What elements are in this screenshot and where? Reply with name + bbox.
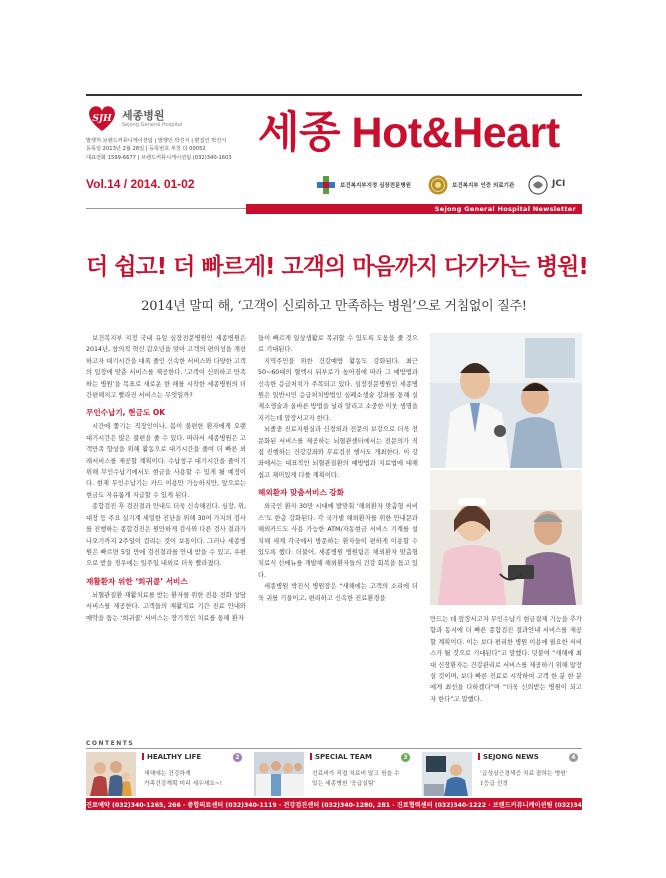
section-body-quote: 세종병원 박진식 병원장은 “새해에는 고객의 소리에 더욱 귀를 기울이고, 편리하고 신속한 진료환경을: [258, 583, 418, 602]
newsletter-banner: [246, 204, 582, 214]
contents-divider: [86, 748, 582, 749]
contents-item-sejong-news[interactable]: [422, 752, 582, 796]
section-body-stroke: 뇌졸중 진료지원실과 신경외과 전문의 보강으로 더욱 전문화된 서비스를 제공하는 뇌혈관센터에서는 전문의가 직접 진행하는 건강강좌와 무료검진 행사도 개최한다. 이 강좌에서는 대표적인 뇌혈관질환의 예방법과 치료법에 대해 쉽고 재미있게 다룰 계획이다.: [258, 426, 418, 479]
special-team-description: [312, 769, 400, 789]
photo-nurse-blood-pressure: [430, 470, 582, 605]
newsletter-banner-text: Sejong General Hospital Newsletter: [434, 205, 576, 213]
special-team-desc-line-1: 진료비가 직접 치료비 말고 원을 수: [312, 771, 400, 777]
top-rule: [86, 94, 582, 96]
news-photo-icon: [422, 752, 472, 796]
article-column-1: [86, 333, 246, 624]
family-photo-icon: [86, 752, 136, 796]
contents-item-special-team[interactable]: [254, 752, 414, 796]
jci-icon: [528, 175, 548, 195]
photo-doctor-patient: [430, 333, 582, 468]
contact-footer-text: 진료예약 (032)340-1265, 266 · 종합의료센터 (032)340-1119 · 건강검진센터 (032)340-1280, 281 · 진료협력센터 (032)340-1222 · 브랜드커뮤니케이션팀 (032)340-1603: [86, 802, 606, 809]
section-body-checkup: 종합검진 후 검진결과 안내도 더욱 신속해진다. 심장, 위, 대장 등 주요 실기계 세밀한 진단을 위해 30여 가지의 검사를 진행하는 종합검진은 원만하게 검사와 다른 검사 결과가 나오기까지 2주일이 걸리는 것이 보통이다. 그러나 세종병원은 빠르면 5일 만에 검진결과를 안내 받을 수 있고, 우편으로 받을 경우에는 일주일 내외로 더욱 빨라졌다.: [86, 503, 246, 568]
svg-text:SJH: SJH: [92, 114, 112, 124]
volume-issue: Vol.14 / 2014. 01-02: [86, 177, 195, 191]
section-title-foreign: 해외환자 맞춤서비스 강화: [258, 488, 344, 498]
nurse-patient-photo: [430, 470, 582, 605]
publisher-line: 발행처 브랜드커뮤니케이션팀 | 발행인 박진식 | 편집인 박진식: [86, 138, 227, 144]
healthy-life-desc-line-2: 가족건강계획 미리 세우세요~!: [144, 781, 223, 787]
sejong-news-thumbnail: [422, 752, 472, 796]
page-number-badge: 3: [401, 753, 410, 762]
section-body-rehab: 뇌혈관질환 재활치료를 받는 환자를 위한 전용 전화 상담 서비스를 제공한다. 고객들의 재활치료 기간 진료 안내와 예약을 돕는 ‘희귀콜’ 서비스는 장기적인 치료를 통해 환자: [86, 591, 246, 622]
cert-heart-hospital: [316, 175, 426, 197]
cert-accredited-text: 보건복지부 인증 의료기관: [452, 183, 515, 189]
section-body-community: 지역주민을 위한 건강예방 활동도 강화된다. 최근 50~60대의 혈액시 뒤부로가 높아짐에 따라 그 예방법과 신속한 응급처치가 주목되고 있다. 심장전문병원인 세종병원은 일반시민 응급처치방법인 심폐소생술 강좌를 통해 실제소생술과 올바른 방법을 널리 알리고 소중한 이웃 생명을 지키는데 앞장서고자 한다.: [258, 357, 418, 422]
gold-seal-icon: [428, 175, 448, 195]
section-title-rehab: 재활환자 위한 ‘희귀콜’ 서비스: [86, 576, 188, 586]
contents-label: CONTENTS: [86, 740, 135, 747]
healthy-life-thumbnail: [86, 752, 136, 796]
page-number-badge: 2: [233, 753, 242, 762]
cross-cert-icon: [316, 175, 336, 195]
team-photo-icon: [254, 752, 304, 796]
article-intro: 보건복지부 지정 국내 유일 심장전문병원인 세종병원은 2014년, 창의적 혁신 갑오년을 맞아 고객의 편의성을 개선하고자 대기시간을 대폭 줄인 신속한 서비스와 다양한 고객의 입장에 맞춘 서비스를 제공한다. ‘고객이 신뢰하고 만족하는 병원’을 목표로 새로운 한 해를 시작한 세종병원의 더 간편해지고 빨라진 서비스는 무엇일까?: [86, 335, 246, 400]
contact-line: 대표전화 1599-6677 | 브랜드커뮤니케이션팀 (032)340-1603: [86, 154, 232, 161]
contents-item-healthy-life[interactable]: [86, 752, 246, 796]
section-body-kiosk: 시간에 쫓기는 직장인이나, 몸이 불편한 환자에게 오랜 대기시간은 많은 불편을 줄 수 있다. 따라서 세종병원은 고객만족 향상을 위해 활동으로 대기시간을 줄여 더 빠른 외래서비스를 제공할 계획이다. 수납창구 대기시간을 줄이기 위해 무인수납기에서도 현금을 사용할 수 있게 될 예정이다. 현재 무인수납기는 카드 이용만 가능하지만, 앞으로는 현금도 자유롭게 지급할 수 있게 된다.: [86, 423, 246, 499]
sejong-news-description: [480, 769, 568, 789]
article-column-2: [258, 333, 418, 604]
hospital-logo: [86, 103, 183, 133]
article-headline: 더 쉽고! 더 빠르게! 고객의 마음까지 다가가는 병원!: [86, 254, 588, 280]
registration-line: 등록일 2013년 2월 28일 | 등록번호 부천 다 00052: [86, 146, 206, 153]
sejong-news-desc-line-1: ‘급성심근경색증 치료 잘하는 병원’: [480, 771, 568, 777]
healthy-life-desc-line-1: 새해에는 건강하게: [144, 771, 191, 777]
article-column-3: [430, 614, 582, 705]
cert-jci: [528, 175, 582, 197]
column-2-continuation: 들이 빠르게 일상생활로 복귀할 수 있도록 도움을 줄 것으로 기대된다.: [258, 335, 418, 354]
special-team-title: SPECIAL TEAM: [310, 753, 372, 761]
special-team-thumbnail: [254, 752, 304, 796]
contact-footer: [86, 798, 606, 810]
page-number-badge: 4: [569, 753, 578, 762]
column-3-continuation: 만드는 데 앞장서고자 무인수납기 현금결제 기능을 추가함과 동시에 더 빠른 종합검진 결과안내 서비스를 제공할 계획이다. 이는 보다 편리한 병원 이용에 필요한 서비스가 될 것으로 기대된다”고 말했다. 덧붙여 “새해에 최대 신장환자는 건강관리로 서비스를 제공하기 위해 앞장설 것이며, 보다 빠른 진료로 시작하여 고객 한 분 한 분에게 최선을 다하겠다”며 “더욱 신뢰받는 병원이 되고자 한다”고 말했다.: [430, 616, 582, 703]
hospital-english-name: Sejong General Hospital: [122, 122, 183, 128]
section-title-kiosk: 무인수납기, 현금도 OK: [86, 408, 166, 418]
article-subheadline: 2014년 말띠 해, ‘고객이 신뢰하고 만족하는 병원’으로 거침없이 질주!: [141, 299, 527, 314]
publication-info: [86, 137, 246, 162]
healthy-life-description: [144, 769, 222, 789]
sejong-news-title: SEJONG NEWS: [478, 753, 539, 761]
cert-heart-hospital-text: 보건복지부지정 심장전문병원: [340, 183, 411, 189]
hospital-name: 세종병원: [122, 109, 165, 122]
healthy-life-title: HEALTHY LIFE: [142, 753, 201, 761]
sejong-news-desc-line-2: 1등급 선정: [480, 781, 508, 787]
sjh-logo-icon: [86, 103, 118, 133]
newsletter-masthead: 세종 Hot&Heart: [258, 109, 560, 157]
cert-jci-text: JCI: [552, 179, 566, 189]
special-team-desc-line-2: 있는 세종병원 ‘응급실팀’: [312, 781, 376, 787]
doctor-patient-photo: [430, 333, 582, 468]
cert-accredited: [428, 175, 524, 197]
section-body-foreign: 외국인 환자 30만 시대에 발맞춰 ‘해외환자 맞춤형 서비스’도 한층 강화된다. 각 국가별 해외환자를 위한 안내문과 해외카드도 사용 가능한 ATM/자동현금 서비스 기계를 설치해 세계 각국에서 방문하는 환자들이 편하게 이용할 수 있도록 했다. 더불어, 세종병원 병원팀은 해외환자 맞춤형 치료식 신메뉴를 개발해 해외환자들의 건강 회복을 돕고 있다.: [258, 503, 418, 579]
header-divider: [86, 208, 246, 209]
